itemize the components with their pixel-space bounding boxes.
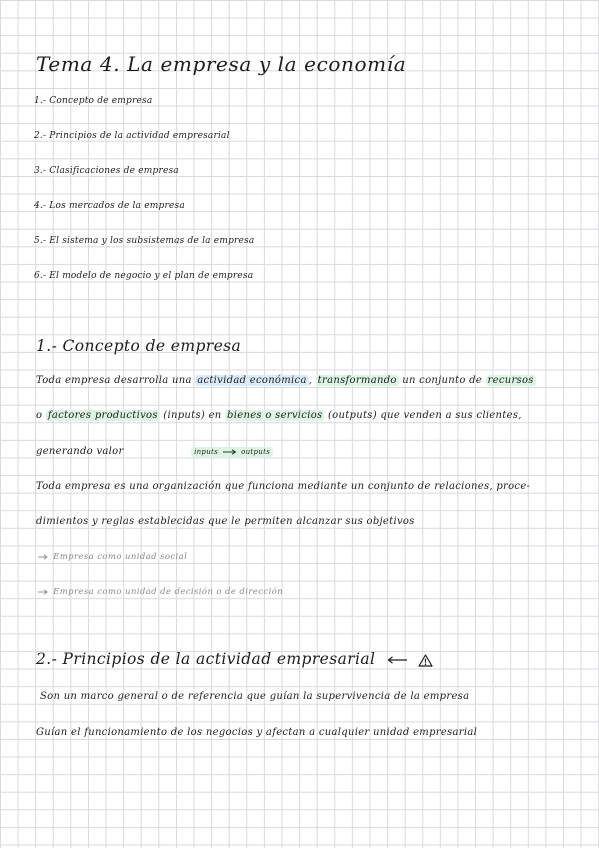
text-segment: , <box>308 375 313 386</box>
section-1-paragraph-line-3 <box>36 447 273 457</box>
highlight-factores-productivos: factores productivos <box>47 410 158 421</box>
section-1-paragraph-line-2 <box>36 411 522 421</box>
bullet-item-1 <box>36 553 187 562</box>
section-1-paragraph-line-5: dimientos y reglas establecidas que le permiten alcanzar sus objetivos <box>36 516 415 527</box>
text-segment: o <box>36 410 43 421</box>
page-title: Tema 4. La empresa y la economía <box>36 52 407 76</box>
warning-icon <box>418 654 433 667</box>
section-2-paragraph-line-2: Guían el funcionamiento de los negocios y afectan a cualquier unidad empresarial <box>36 727 478 738</box>
highlight-bienes-servicios: bienes o servicios <box>227 410 323 421</box>
arrow-right-icon <box>38 589 48 595</box>
text-segment: (inputs) en <box>163 410 222 421</box>
section-2-heading-row <box>36 652 433 668</box>
bullet-text: Empresa como unidad de decisión o de dirección <box>53 587 284 597</box>
text-segment: Toda empresa desarrolla una <box>36 375 192 386</box>
toc-item-1: 1.- Concepto de empresa <box>34 96 153 106</box>
highlight-actividad-economica: actividad económica <box>197 375 307 386</box>
bullet-text: Empresa como unidad social <box>53 552 188 562</box>
highlight-recursos: recursos <box>487 375 534 386</box>
bullet-item-2 <box>36 588 283 597</box>
section-1-paragraph-line-1 <box>36 376 536 386</box>
text-segment: un conjunto de <box>402 375 483 386</box>
arrow-left-icon <box>387 655 407 665</box>
toc-item-6: 6.- El modelo de negocio y el plan de empresa <box>34 271 254 281</box>
section-2-paragraph-line-1: Son un marco general o de referencia que guían la supervivencia de la empresa <box>40 691 470 702</box>
inputs-outputs-note <box>191 447 273 457</box>
toc-item-3: 3.- Clasificaciones de empresa <box>34 166 179 176</box>
note-inputs: inputs <box>194 448 219 456</box>
note-outputs: outputs <box>241 448 271 456</box>
section-1-heading: 1.- Concepto de empresa <box>36 337 242 355</box>
section-2-heading: 2.- Principios de la actividad empresarial <box>36 650 376 668</box>
arrow-right-icon <box>38 554 48 560</box>
text-segment: generando valor <box>36 446 124 457</box>
toc-item-5: 5.- El sistema y los subsistemas de la empresa <box>34 236 255 246</box>
highlight-transformando: transformando <box>317 375 397 386</box>
toc-item-2: 2.- Principios de la actividad empresarial <box>34 131 230 141</box>
toc-item-4: 4.- Los mercados de la empresa <box>34 201 185 211</box>
section-1-paragraph-line-4: Toda empresa es una organización que funciona mediante un conjunto de relaciones, proce- <box>36 481 531 492</box>
arrow-right-icon <box>223 449 237 455</box>
text-segment: (outputs) que venden a sus clientes, <box>327 410 522 421</box>
